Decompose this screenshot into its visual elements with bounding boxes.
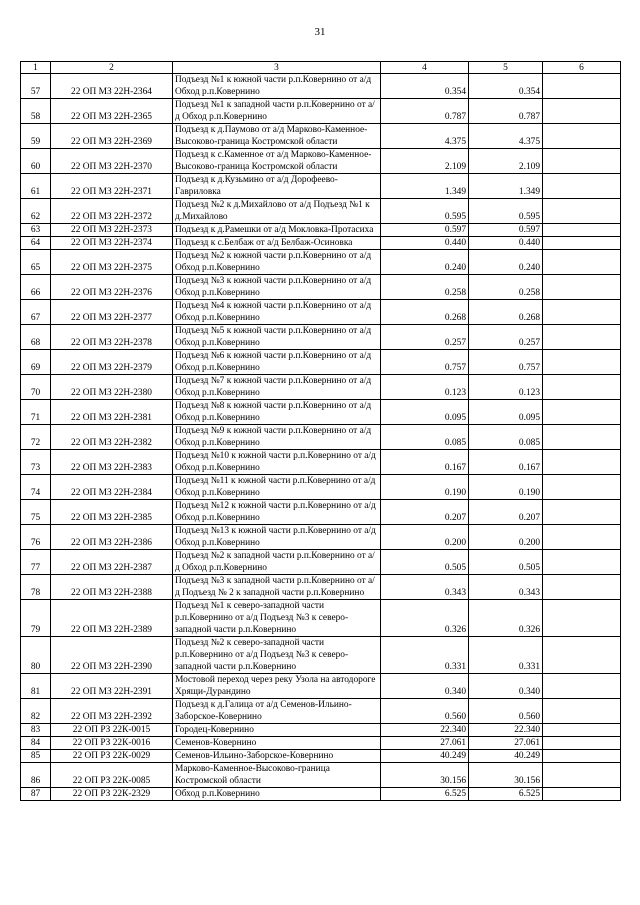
road-length-total: 0.085 [469,425,543,450]
road-id-code: 22 ОП РЗ 22К-0085 [51,763,173,788]
row-number: 57 [21,74,51,99]
table-row [21,699,621,724]
row-number: 67 [21,300,51,325]
road-length: 0.326 [381,600,469,637]
extra-cell [543,375,621,400]
row-number: 76 [21,525,51,550]
road-length: 0.123 [381,375,469,400]
row-number: 75 [21,500,51,525]
road-name: Подъезд к д.Рамешки от а/д Мокловка-Протасиха [173,224,381,237]
row-number: 84 [21,737,51,750]
road-length: 0.787 [381,99,469,124]
table-row [21,475,621,500]
road-name: Подъезд №1 к западной части р.п.Ковернино от а/д Обход р.п.Ковернино [173,99,381,124]
road-id-code: 22 ОП МЗ 22Н-2378 [51,325,173,350]
table-row [21,550,621,575]
table-body [21,74,621,801]
table-row [21,788,621,801]
road-length-total: 30.156 [469,763,543,788]
road-name: Подъезд №11 к южной части р.п.Ковернино от а/д Обход р.п.Ковернино [173,475,381,500]
road-id-code: 22 ОП МЗ 22Н-2376 [51,275,173,300]
column-header: 3 [173,62,381,74]
road-length: 0.505 [381,550,469,575]
row-number: 58 [21,99,51,124]
extra-cell [543,500,621,525]
extra-cell [543,350,621,375]
extra-cell [543,425,621,450]
extra-cell [543,550,621,575]
road-length-total: 0.268 [469,300,543,325]
table-row [21,400,621,425]
road-name: Подъезд №1 к северо-западной части р.п.Ковернино от а/д Подъезд №3 к северо-западной части р.п.Ковернино [173,600,381,637]
road-name: Подъезд №2 к д.Михайлово от а/д Подъезд №1 к д.Михайлово [173,199,381,224]
road-name: Подъезд №3 к западной части р.п.Ковернино от а/д Подъезд № 2 к западной части р.п.Ковернино [173,575,381,600]
road-name: Подъезд к д.Галица от а/д Семенов-Ильино-Заборское-Ковернино [173,699,381,724]
road-name: Подъезд №8 к южной части р.п.Ковернино от а/д Обход р.п.Ковернино [173,400,381,425]
table-row [21,149,621,174]
road-length: 0.595 [381,199,469,224]
table-row [21,275,621,300]
table-row [21,674,621,699]
extra-cell [543,450,621,475]
road-name: Подъезд №4 к южной части р.п.Ковернино от а/д Обход р.п.Ковернино [173,300,381,325]
extra-cell [543,400,621,425]
extra-cell [543,74,621,99]
road-length: 2.109 [381,149,469,174]
row-number: 74 [21,475,51,500]
extra-cell [543,237,621,250]
extra-cell [543,174,621,199]
road-length: 0.340 [381,674,469,699]
road-name: Подъезд №2 к южной части р.п.Ковернино от а/д Обход р.п.Ковернино [173,250,381,275]
road-id-code: 22 ОП МЗ 22Н-2370 [51,149,173,174]
row-number: 71 [21,400,51,425]
road-id-code: 22 ОП МЗ 22Н-2382 [51,425,173,450]
road-id-code: 22 ОП МЗ 22Н-2381 [51,400,173,425]
road-length-total: 2.109 [469,149,543,174]
road-length-total: 0.095 [469,400,543,425]
row-number: 68 [21,325,51,350]
column-header: 4 [381,62,469,74]
table-row [21,300,621,325]
road-name: Подъезд №5 к южной части р.п.Ковернино от а/д Обход р.п.Ковернино [173,325,381,350]
road-length-total: 0.440 [469,237,543,250]
road-length: 0.560 [381,699,469,724]
road-name: Подъезд №1 к южной части р.п.Ковернино от а/д Обход р.п.Ковернино [173,74,381,99]
road-id-code: 22 ОП МЗ 22Н-2389 [51,600,173,637]
road-length-total: 0.340 [469,674,543,699]
road-name: Подъезд №7 к южной части р.п.Ковернино от а/д Обход р.п.Ковернино [173,375,381,400]
row-number: 72 [21,425,51,450]
row-number: 82 [21,699,51,724]
table-row [21,637,621,674]
road-length: 4.375 [381,124,469,149]
road-length: 0.343 [381,575,469,600]
row-number: 65 [21,250,51,275]
extra-cell [543,300,621,325]
road-length-total: 22.340 [469,724,543,737]
road-name: Подъезд к с.Белбаж от а/д Белбаж-Осиновка [173,237,381,250]
column-header: 1 [21,62,51,74]
table-row [21,224,621,237]
road-name: Подъезд №3 к южной части р.п.Ковернино от а/д Обход р.п.Ковернино [173,275,381,300]
page-number: 31 [314,26,326,38]
road-length-total: 0.200 [469,525,543,550]
table-row [21,575,621,600]
extra-cell [543,674,621,699]
road-name: Подъезд к с.Каменное от а/д Марково-Каменное-Высоково-граница Костромской области [173,149,381,174]
row-number: 85 [21,750,51,763]
road-length-total: 0.240 [469,250,543,275]
road-id-code: 22 ОП МЗ 22Н-2372 [51,199,173,224]
road-id-code: 22 ОП МЗ 22Н-2388 [51,575,173,600]
row-number: 60 [21,149,51,174]
road-id-code: 22 ОП МЗ 22Н-2369 [51,124,173,149]
row-number: 66 [21,275,51,300]
road-id-code: 22 ОП МЗ 22Н-2379 [51,350,173,375]
extra-cell [543,99,621,124]
road-name: Подъезд №9 к южной части р.п.Ковернино от а/д Обход р.п.Ковернино [173,425,381,450]
extra-cell [543,475,621,500]
table-row [21,724,621,737]
road-id-code: 22 ОП МЗ 22Н-2364 [51,74,173,99]
table-row [21,124,621,149]
road-id-code: 22 ОП МЗ 22Н-2373 [51,224,173,237]
table-row [21,99,621,124]
roads-table [20,61,621,801]
extra-cell [543,575,621,600]
road-name: Подъезд №6 к южной части р.п.Ковернино от а/д Обход р.п.Ковернино [173,350,381,375]
road-id-code: 22 ОП МЗ 22Н-2392 [51,699,173,724]
road-name: Подъезд №12 к южной части р.п.Ковернино от а/д Обход р.п.Ковернино [173,500,381,525]
road-id-code: 22 ОП МЗ 22Н-2386 [51,525,173,550]
road-length-total: 0.560 [469,699,543,724]
road-length: 0.240 [381,250,469,275]
road-length: 0.597 [381,224,469,237]
table-row [21,425,621,450]
road-length-total: 0.354 [469,74,543,99]
row-number: 59 [21,124,51,149]
road-name: Мостовой переход через реку Узола на автодороге Хрящи-Дурандино [173,674,381,699]
row-number: 64 [21,237,51,250]
road-id-code: 22 ОП МЗ 22Н-2390 [51,637,173,674]
road-length-total: 27.061 [469,737,543,750]
table-row [21,199,621,224]
extra-cell [543,750,621,763]
extra-cell [543,275,621,300]
table-row [21,600,621,637]
road-id-code: 22 ОП МЗ 22Н-2391 [51,674,173,699]
extra-cell [543,600,621,637]
road-name: Марково-Каменное-Высоково-граница Костромской области [173,763,381,788]
row-number: 70 [21,375,51,400]
road-name: Подъезд №2 к северо-западной части р.п.Ковернино от а/д Подъезд №3 к северо-западной части р.п.Ковернино [173,637,381,674]
road-name: Подъезд №13 к южной части р.п.Ковернино от а/д Обход р.п.Ковернино [173,525,381,550]
row-number: 73 [21,450,51,475]
road-length-total: 40.249 [469,750,543,763]
extra-cell [543,124,621,149]
road-length: 1.349 [381,174,469,199]
road-id-code: 22 ОП РЗ 22К-0016 [51,737,173,750]
road-id-code: 22 ОП МЗ 22Н-2374 [51,237,173,250]
road-length: 30.156 [381,763,469,788]
road-length-total: 0.331 [469,637,543,674]
road-length: 0.167 [381,450,469,475]
road-id-code: 22 ОП РЗ 22К-2329 [51,788,173,801]
extra-cell [543,149,621,174]
extra-cell [543,737,621,750]
road-length: 40.249 [381,750,469,763]
extra-cell [543,637,621,674]
road-length-total: 4.375 [469,124,543,149]
table-row [21,750,621,763]
road-length-total: 0.595 [469,199,543,224]
road-id-code: 22 ОП МЗ 22Н-2371 [51,174,173,199]
column-header: 6 [543,62,621,74]
road-id-code: 22 ОП МЗ 22Н-2385 [51,500,173,525]
road-id-code: 22 ОП МЗ 22Н-2384 [51,475,173,500]
column-header: 2 [51,62,173,74]
road-id-code: 22 ОП МЗ 22Н-2375 [51,250,173,275]
table-row [21,763,621,788]
road-id-code: 22 ОП РЗ 22К-0015 [51,724,173,737]
road-name: Подъезд №10 к южной части р.п.Ковернино от а/д Обход р.п.Ковернино [173,450,381,475]
road-length-total: 0.207 [469,500,543,525]
road-length: 6.525 [381,788,469,801]
road-length-total: 0.343 [469,575,543,600]
road-name: Подъезд к д.Кузьмино от а/д Дорофеево-Гавриловка [173,174,381,199]
table-row [21,250,621,275]
road-length-total: 0.258 [469,275,543,300]
extra-cell [543,224,621,237]
road-id-code: 22 ОП РЗ 22К-0029 [51,750,173,763]
extra-cell [543,724,621,737]
row-number: 80 [21,637,51,674]
road-length: 0.200 [381,525,469,550]
road-length: 0.207 [381,500,469,525]
road-length-total: 0.326 [469,600,543,637]
row-number: 79 [21,600,51,637]
table-row [21,174,621,199]
table-row [21,237,621,250]
road-length: 0.190 [381,475,469,500]
table-row [21,525,621,550]
table-row [21,375,621,400]
extra-cell [543,699,621,724]
road-length-total: 1.349 [469,174,543,199]
road-id-code: 22 ОП МЗ 22Н-2365 [51,99,173,124]
row-number: 86 [21,763,51,788]
road-id-code: 22 ОП МЗ 22Н-2380 [51,375,173,400]
road-id-code: 22 ОП МЗ 22Н-2387 [51,550,173,575]
road-length: 0.258 [381,275,469,300]
row-number: 83 [21,724,51,737]
table-row [21,500,621,525]
road-id-code: 22 ОП МЗ 22Н-2383 [51,450,173,475]
road-length-total: 0.167 [469,450,543,475]
road-name: Городец-Ковернино [173,724,381,737]
extra-cell [543,763,621,788]
extra-cell [543,525,621,550]
row-number: 81 [21,674,51,699]
road-name: Подъезд к д.Паумово от а/д Марково-Каменное-Высоково-граница Костромской области [173,124,381,149]
row-number: 63 [21,224,51,237]
road-length: 0.095 [381,400,469,425]
row-number: 69 [21,350,51,375]
table-row [21,74,621,99]
road-length: 22.340 [381,724,469,737]
road-length: 0.331 [381,637,469,674]
road-length: 0.085 [381,425,469,450]
row-number: 62 [21,199,51,224]
road-name: Обход р.п.Ковернино [173,788,381,801]
road-id-code: 22 ОП МЗ 22Н-2377 [51,300,173,325]
road-name: Семенов-Ильино-Заборское-Ковернино [173,750,381,763]
extra-cell [543,788,621,801]
road-length: 0.268 [381,300,469,325]
road-name: Подъезд №2 к западной части р.п.Ковернино от а/д Обход р.п.Ковернино [173,550,381,575]
road-length-total: 6.525 [469,788,543,801]
road-length-total: 0.123 [469,375,543,400]
table-row [21,737,621,750]
road-length-total: 0.597 [469,224,543,237]
row-number: 61 [21,174,51,199]
road-length: 27.061 [381,737,469,750]
road-name: Семенов-Ковернино [173,737,381,750]
road-length-total: 0.505 [469,550,543,575]
extra-cell [543,325,621,350]
road-length: 0.257 [381,325,469,350]
table-header-row [21,62,621,74]
table-row [21,325,621,350]
table-row [21,350,621,375]
road-length-total: 0.787 [469,99,543,124]
column-header: 5 [469,62,543,74]
road-length: 0.757 [381,350,469,375]
road-length-total: 0.757 [469,350,543,375]
road-length-total: 0.190 [469,475,543,500]
row-number: 78 [21,575,51,600]
road-length: 0.440 [381,237,469,250]
extra-cell [543,199,621,224]
row-number: 77 [21,550,51,575]
row-number: 87 [21,788,51,801]
road-length: 0.354 [381,74,469,99]
road-length-total: 0.257 [469,325,543,350]
table-row [21,450,621,475]
extra-cell [543,250,621,275]
